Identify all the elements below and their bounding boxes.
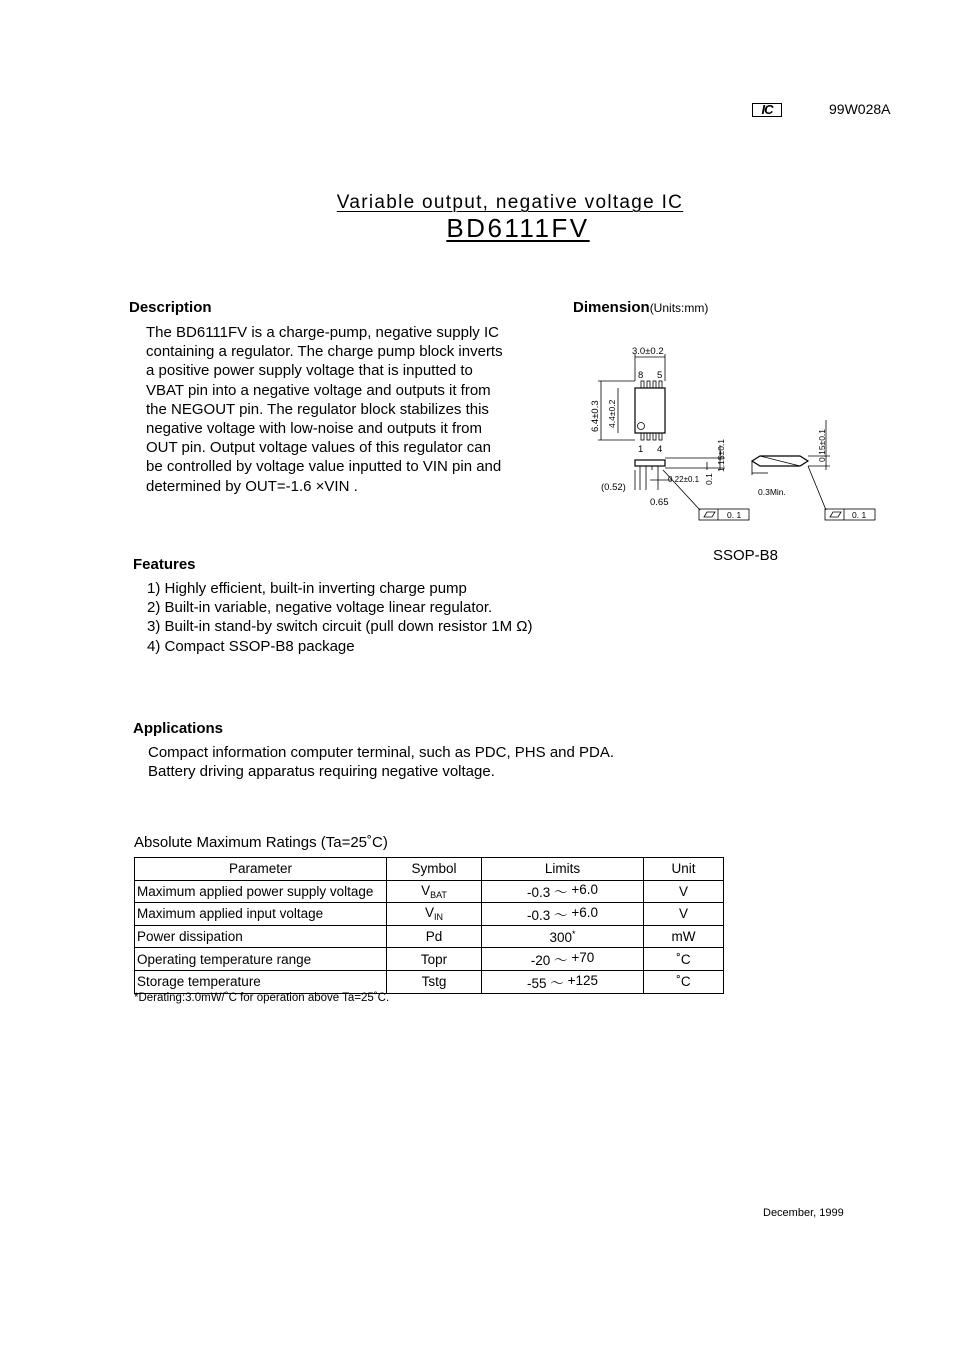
dim-min-len: 0.3Min.	[758, 487, 786, 497]
table-row	[135, 925, 724, 948]
cell-parameter: Operating temperature range	[135, 948, 387, 971]
cell-symbol: Pd	[387, 925, 482, 948]
table-row	[135, 948, 724, 971]
dim-flat-tol-2: 0. 1	[852, 510, 867, 520]
limit-high: +6.0	[571, 904, 598, 920]
limit-high: +6.0	[571, 882, 598, 898]
cell-parameter: Maximum applied input voltage	[135, 903, 387, 926]
symbol-sub: BAT	[430, 889, 447, 900]
limit-low: -0.3	[527, 885, 551, 901]
features-list	[147, 579, 533, 656]
cell-symbol	[387, 903, 482, 926]
dim-height-outer: 6.4±0.3	[590, 400, 601, 432]
symbol-main: V	[424, 905, 434, 921]
ratings-title: Absolute Maximum Ratings (Ta=25˚C)	[134, 834, 388, 851]
header-parameter: Parameter	[135, 858, 387, 881]
application-item: Battery driving apparatus requiring negative voltage.	[148, 763, 495, 781]
symbol-sub: IN	[434, 912, 443, 923]
limit-mark: *	[572, 928, 576, 939]
cell-symbol	[387, 880, 482, 903]
ratings-table	[134, 857, 724, 994]
ratings-footnote: *Derating:3.0mW/˚C for operation above Ta=25˚C.	[134, 992, 390, 1004]
description-line: determined by OUT=-1.6 ×VIN .	[146, 477, 358, 495]
symbol-main: V	[421, 882, 431, 898]
cell-limits	[482, 948, 644, 971]
cell-unit: ˚C	[644, 970, 724, 993]
description-heading: Description	[129, 299, 212, 316]
applications-heading: Applications	[133, 720, 224, 737]
limit-tilde: ～	[554, 885, 568, 901]
cell-parameter: Maximum applied power supply voltage	[135, 880, 387, 903]
dim-lead-thick: 0.15±0.1	[817, 428, 827, 462]
description-body	[146, 323, 503, 496]
dim-lead-width: 0.22±0.1	[668, 475, 700, 484]
description-line: be controlled by voltage value inputted to VIN pin and	[146, 458, 502, 476]
header-unit: Unit	[644, 858, 724, 881]
dimension-units: (Units:mm)	[649, 301, 709, 315]
limit-tilde: ～	[554, 907, 568, 923]
applications-list	[148, 743, 614, 781]
document-title: BD6111FV	[446, 213, 590, 243]
table-header-row	[135, 858, 724, 881]
dim-pin1: 1	[638, 444, 644, 455]
limit-high: +70	[571, 950, 595, 966]
table-row	[135, 880, 724, 903]
description-line: negative voltage with low-noise and outputs it from	[146, 420, 483, 438]
cell-unit: V	[644, 880, 724, 903]
description-line: a positive power supply voltage that is inputted to	[146, 362, 473, 380]
dim-height-inner: 4.4±0.2	[607, 399, 617, 428]
dim-pin5: 5	[657, 370, 663, 381]
dim-pitch: 0.65	[650, 497, 669, 508]
limit-low: -0.3	[527, 907, 551, 923]
description-line: The BD6111FV is a charge-pump, negative supply IC	[146, 324, 499, 341]
features-heading: Features	[133, 556, 196, 573]
feature-item: 2) Built-in variable, negative voltage linear regulator.	[147, 599, 493, 617]
cell-unit: V	[644, 903, 724, 926]
header-limits: Limits	[482, 858, 644, 881]
cell-parameter: Storage temperature	[135, 970, 387, 993]
ic-logo: IC	[752, 103, 782, 117]
description-line: the NEGOUT pin. The regulator block stabilizes this	[146, 400, 489, 418]
limit-low: -20	[530, 953, 551, 969]
limit-low: -55	[527, 975, 547, 991]
document-subtitle: Variable output, negative voltage IC	[336, 192, 684, 213]
dim-pin4: 4	[657, 444, 663, 455]
feature-item: 3) Built-in stand-by switch circuit (pull down resistor 1M Ω)	[147, 618, 533, 636]
dim-pin8: 8	[638, 370, 644, 381]
cell-limits	[482, 925, 644, 948]
document-date: December, 1999	[763, 1207, 844, 1219]
limit-tilde: ～	[550, 975, 564, 991]
dim-width-top: 3.0±0.2	[632, 346, 664, 357]
package-label: SSOP-B8	[713, 547, 779, 564]
cell-limits	[482, 903, 644, 926]
header-symbol: Symbol	[387, 858, 482, 881]
dim-offset: (0.52)	[601, 482, 626, 493]
cell-unit: mW	[644, 925, 724, 948]
dimension-heading-text: Dimension	[573, 299, 650, 316]
limit-high: +125	[567, 972, 598, 988]
cell-limits	[482, 970, 644, 993]
cell-parameter: Power dissipation	[135, 925, 387, 948]
cell-unit: ˚C	[644, 948, 724, 971]
dimension-heading	[573, 299, 708, 316]
package-dimension-drawing	[580, 340, 880, 530]
table-row	[135, 903, 724, 926]
description-line: OUT pin. Output voltage values of this regulator can	[146, 439, 491, 457]
dim-thickness: 1.15±0.1	[716, 438, 726, 472]
document-code: 99W028A	[829, 101, 891, 117]
feature-item: 4) Compact SSOP-B8 package	[147, 637, 355, 655]
limit-single: 300	[549, 929, 572, 945]
cell-symbol: Tstg	[387, 970, 482, 993]
dim-flat-tol-1: 0. 1	[727, 510, 742, 520]
application-item: Compact information computer terminal, such as PDC, PHS and PDA.	[148, 744, 615, 761]
description-line: VBAT pin into a negative voltage and outputs it from	[146, 381, 491, 399]
limit-tilde: ～	[554, 953, 568, 969]
description-line: containing a regulator. The charge pump block inverts	[146, 343, 503, 361]
cell-symbol: Topr	[387, 948, 482, 971]
table-row	[135, 970, 724, 993]
cell-limits	[482, 880, 644, 903]
feature-item: 1) Highly efficient, built-in inverting charge pump	[147, 580, 467, 597]
dim-standoff: 0.1	[704, 473, 714, 485]
